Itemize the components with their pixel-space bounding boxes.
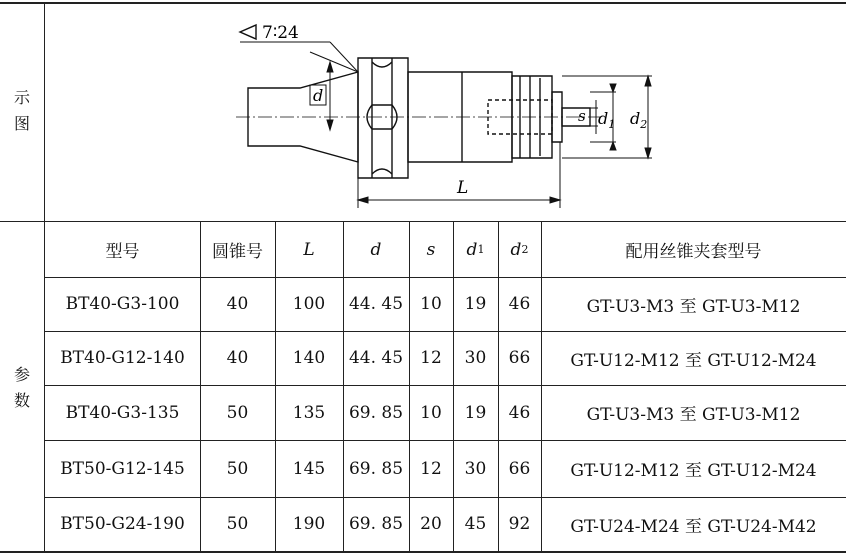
table-cell: 45 (464, 514, 487, 534)
table-header-text: s (426, 239, 436, 260)
params-label-char-1: 参 (13, 365, 30, 384)
table-cell: BT40-G3-135 (65, 402, 180, 423)
table-cell: 69. 85 (348, 514, 404, 534)
flange-groove (372, 58, 392, 178)
table-cell: 66 (508, 348, 531, 368)
table-header-text: 圆锥号 (212, 242, 263, 262)
table-header-text: d (466, 239, 478, 260)
dim-d-label: d (313, 86, 324, 105)
table-cell: 30 (464, 348, 487, 368)
table-cell: 46 (508, 402, 531, 423)
table-header-subscript: 2 (521, 243, 529, 256)
table-cell: GT-U12-M12 至 GT-U12-M24 (570, 350, 817, 371)
table-cell: 12 (420, 458, 442, 479)
table-header-cell (275, 222, 343, 277)
table-cell: 10 (420, 294, 442, 314)
table-cell: 40 (226, 348, 249, 368)
table-cell: BT50-G12-145 (60, 458, 185, 479)
table-cell: 100 (292, 294, 326, 314)
table-cell: 69. 85 (348, 402, 404, 423)
table-cell: 66 (508, 458, 531, 479)
table-header-text: 型号 (105, 242, 140, 262)
params-label-char-2: 数 (13, 391, 30, 410)
table-cell: 10 (420, 402, 442, 423)
table-header-cell (200, 222, 275, 277)
table-cell: GT-U24-M24 至 GT-U24-M42 (570, 516, 817, 537)
table-header-cell (409, 222, 453, 277)
diagram-section-label (7, 85, 37, 137)
table-cell: 40 (226, 294, 249, 314)
table-cell: 50 (226, 402, 249, 423)
dim-d1-label: $d_1$ (598, 109, 616, 131)
frame-bottom (0, 551, 846, 553)
dim-s-label: s (578, 107, 586, 125)
table-cell: 19 (464, 402, 487, 423)
table-cell: 50 (226, 514, 249, 534)
table-cell: 135 (292, 402, 326, 423)
table-cell: 20 (420, 514, 442, 534)
table-cell: 46 (508, 294, 531, 314)
table-cell: BT40-G3-100 (65, 294, 180, 314)
table-cell: BT50-G24-190 (60, 514, 185, 534)
flange-v-notch (372, 62, 392, 174)
dim-L-label: L (457, 178, 469, 198)
table-cell: 69. 85 (348, 458, 404, 479)
table-cell: 44. 45 (348, 348, 404, 368)
table-header-cell (453, 222, 498, 277)
table-cell: 19 (464, 294, 487, 314)
tool-holder-drawing (45, 4, 846, 221)
table-cell: BT40-G12-140 (60, 348, 185, 368)
table-header-cell (45, 222, 200, 277)
table-header-subscript: 1 (477, 243, 485, 256)
table-cell: 12 (420, 348, 442, 368)
table-cell: 92 (508, 514, 531, 534)
table-cell: GT-U12-M12 至 GT-U12-M24 (570, 461, 817, 481)
dim-d2-label: $d_2$ (630, 109, 648, 131)
table-cell: 190 (292, 514, 326, 534)
table-header-text: d (370, 239, 382, 260)
diagram-label-char-2: 图 (13, 114, 30, 133)
flange (358, 58, 408, 178)
table-cell: 140 (292, 348, 326, 368)
diagram-label-char-1: 示 (13, 88, 30, 107)
table-header-text: 配用丝锥夹套型号 (625, 242, 762, 262)
table-cell: GT-U3-M3 至 GT-U3-M12 (586, 296, 801, 317)
table-header-cell (541, 222, 846, 277)
table-cell: GT-U3-M3 至 GT-U3-M12 (586, 405, 801, 425)
table-cell: 30 (464, 458, 487, 479)
table-header-cell (343, 222, 409, 277)
table-header-text: d (510, 239, 522, 260)
params-section-label (7, 362, 37, 414)
table-header-cell (498, 222, 541, 277)
table-cell: 44. 45 (348, 294, 404, 314)
table-cell: 50 (226, 458, 249, 479)
taper-ratio-label: 7∶24 (262, 23, 299, 43)
table-cell: 145 (292, 458, 326, 479)
table-header-text: L (303, 239, 315, 260)
